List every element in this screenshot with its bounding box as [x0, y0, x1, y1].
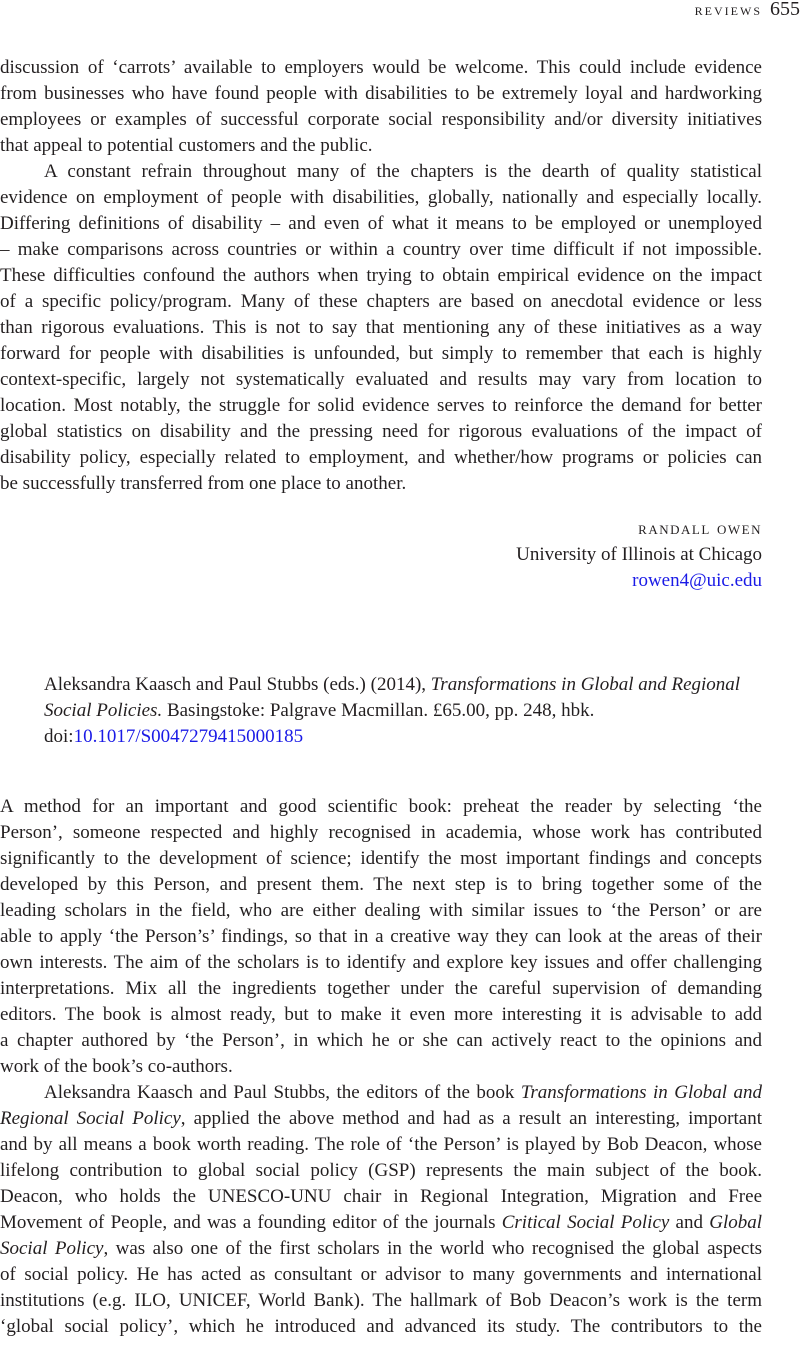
text-run: from businesses who have found people with disabilities to be extremely loyal and hardworking: [0, 83, 762, 104]
text-run: able to apply ‘the Person’s’ findings, so that in a creative way they can look at the areas of their: [0, 926, 762, 947]
text-line: [0, 315, 762, 341]
text-run: own interests. The aim of the scholars is to identify and explore key issues and offer challenging: [0, 952, 762, 973]
text-run: Basingstoke: Palgrave Macmillan. £65.00, pp. 248, hbk.: [162, 700, 595, 721]
running-header: [695, 0, 800, 22]
text-line: [0, 1080, 762, 1106]
text-run: Aleksandra Kaasch and Paul Stubbs, the editors of the book: [44, 1082, 521, 1103]
text-line: [0, 1106, 762, 1132]
paragraph-2: [0, 159, 762, 497]
text-run: forward for people with disabilities is unfounded, but simply to remember that each is highly: [0, 343, 762, 364]
text-run: doi:: [44, 726, 74, 747]
reviewer-affiliation: University of Illinois at Chicago: [516, 544, 762, 565]
text-line: [0, 872, 762, 898]
doi-link[interactable]: 10.1017/S0047279415000185: [73, 726, 304, 747]
text-run: Person’, someone respected and highly recognised in academia, whose work has contributed: [0, 822, 762, 843]
text-line: [0, 820, 762, 846]
text-run: developed by this Person, and present them. The next step is to bring together some of the: [0, 874, 762, 895]
paragraph-1: [0, 55, 762, 159]
page-number: 655: [770, 0, 800, 20]
text-run: These difficulties confound the authors when trying to obtain empirical evidence on the impact: [0, 265, 762, 286]
text-line: [44, 724, 762, 750]
text-run: discussion of ‘carrots’ available to employers would be welcome. This could include evidence: [0, 57, 762, 78]
text-run: lifelong contribution to global social policy (GSP) represents the main subject of the book.: [0, 1160, 762, 1181]
text-line: [0, 211, 762, 237]
text-line: [0, 237, 762, 263]
text-run: and: [669, 1212, 710, 1233]
italic-title: Transformations in Global and Regional: [430, 674, 741, 695]
italic-title: Critical Social Policy: [501, 1212, 670, 1233]
text-run: A constant refrain throughout many of the chapters is the dearth of quality statistical: [44, 161, 762, 182]
text-line: [0, 1314, 762, 1340]
text-run: disability policy, especially related to employment, and whether/how programs or policies can: [0, 447, 762, 468]
text-line: [0, 81, 762, 107]
text-run: global statistics on disability and the pressing need for rigorous evaluations of the impact of: [0, 421, 762, 442]
text-line: [0, 1158, 762, 1184]
text-line: [0, 924, 762, 950]
text-line: [0, 159, 762, 185]
text-run: a chapter authored by ‘the Person’, in which he or she can actively react to the opinions and: [0, 1030, 762, 1051]
text-run: work of the book’s co-authors.: [0, 1056, 233, 1077]
text-run: of social policy. He has acted as consultant or advisor to many governments and international: [0, 1264, 762, 1285]
text-run: ‘global social policy’, which he introduced and advanced its study. The contributors to the: [0, 1316, 762, 1337]
italic-title: Transformations in Global and: [520, 1082, 762, 1103]
paragraph-3: [0, 794, 762, 1080]
italic-title: Social Policy: [0, 1238, 104, 1259]
text-run: leading scholars in the field, who are either dealing with similar issues to ‘the Person’ or are: [0, 900, 762, 921]
running-title: reviews: [694, 0, 762, 19]
text-line: [0, 1288, 762, 1314]
text-run: that appeal to potential customers and the public.: [0, 135, 373, 156]
text-run: significantly to the development of science; identify the most important findings and concepts: [0, 848, 762, 869]
italic-title: Regional Social Policy: [0, 1108, 181, 1129]
text-line: [0, 794, 762, 820]
reviewer-email-link[interactable]: rowen4@uic.edu: [632, 570, 762, 591]
text-run: Aleksandra Kaasch and Paul Stubbs (eds.) (2014),: [44, 674, 431, 695]
text-run: evidence on employment of people with disabilities, globally, nationally and especially locally.: [0, 187, 762, 208]
italic-title: Global: [709, 1212, 763, 1233]
text-line: [44, 698, 762, 724]
text-run: location. Most notably, the struggle for solid evidence serves to reinforce the demand for better: [0, 395, 762, 416]
text-run: employees or examples of successful corporate social responsibility and/or diversity initiatives: [0, 109, 762, 130]
text-line: [0, 1210, 762, 1236]
text-line: [0, 263, 762, 289]
text-run: Movement of People, and was a founding editor of the journals: [0, 1212, 502, 1233]
text-line: [0, 1002, 762, 1028]
text-run: institutions (e.g. ILO, UNICEF, World Bank). The hallmark of Bob Deacon’s work is the term: [0, 1290, 762, 1311]
text-line: [0, 341, 762, 367]
text-line: [0, 898, 762, 924]
text-run: be successfully transferred from one place to another.: [0, 473, 407, 494]
text-line: [0, 976, 762, 1002]
text-line: [0, 846, 762, 872]
text-run: , applied the above method and had as a result an interesting, important: [180, 1108, 762, 1129]
text-line: [0, 289, 762, 315]
text-line: [0, 1132, 762, 1158]
text-line: [0, 1028, 762, 1054]
text-line: [0, 1236, 762, 1262]
text-run: editors. The book is almost ready, but to make it even more interesting it is advisable to add: [0, 1004, 762, 1025]
text-line: [0, 1054, 762, 1080]
text-line: [0, 185, 762, 211]
text-run: and by all means a book worth reading. The role of ‘the Person’ is played by Bob Deacon, whose: [0, 1134, 762, 1155]
text-run: A method for an important and good scientific book: preheat the reader by selecting ‘the: [0, 796, 762, 817]
text-line: [0, 445, 762, 471]
text-line: [0, 419, 762, 445]
text-line: [0, 107, 762, 133]
text-run: Differing definitions of disability – and even of what it means to be employed or unemployed: [0, 213, 762, 234]
book-citation: [44, 672, 762, 750]
text-run: of a specific policy/program. Many of these chapters are based on anecdotal evidence or less: [0, 291, 762, 312]
reviewer-signature: [516, 516, 762, 594]
text-run: , was also one of the first scholars in the world who recognised the global aspects: [103, 1238, 762, 1259]
text-run: – make comparisons across countries or within a country over time difficult if not impossible.: [0, 239, 762, 260]
text-run: Deacon, who holds the UNESCO-UNU chair in Regional Integration, Migration and Free: [0, 1186, 762, 1207]
text-line: [0, 1262, 762, 1288]
text-line: [0, 55, 762, 81]
italic-title: Social Policies.: [44, 700, 163, 721]
text-line: [44, 672, 762, 698]
text-line: [0, 367, 762, 393]
text-line: [0, 950, 762, 976]
paragraph-4: [0, 1080, 762, 1340]
text-run: context-specific, largely not systematically evaluated and results may vary from location to: [0, 369, 762, 390]
text-run: than rigorous evaluations. This is not to say that mentioning any of these initiatives as a way: [0, 317, 762, 338]
text-line: [0, 393, 762, 419]
text-line: [0, 133, 762, 159]
text-line: [0, 471, 762, 497]
text-line: [0, 1184, 762, 1210]
text-run: interpretations. Mix all the ingredients together under the careful supervision of demanding: [0, 978, 762, 999]
reviewer-name: randall owen: [638, 518, 762, 539]
